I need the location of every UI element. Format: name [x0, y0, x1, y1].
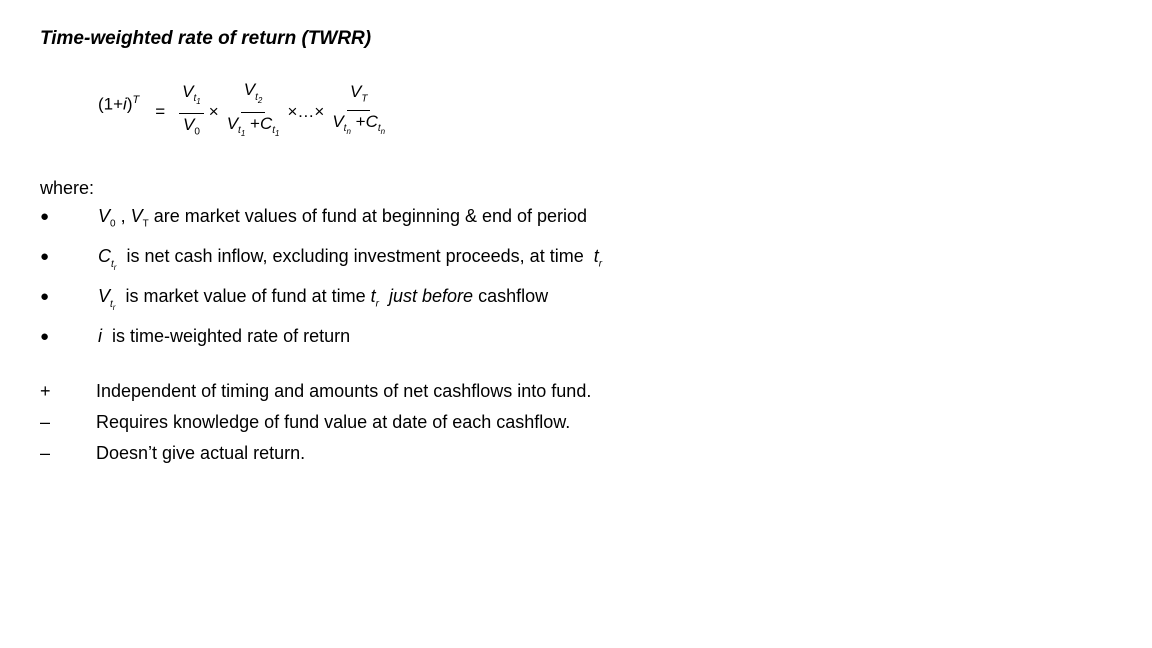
bullet-icon: ● — [40, 208, 50, 225]
times-sign: × — [208, 102, 219, 121]
minus-sign: – — [40, 412, 51, 432]
fraction-3: $\frac{V_T}{V_{t_n} +C_{t_n}}$ — [332, 81, 386, 137]
definition-list — [40, 206, 602, 366]
list-item — [40, 412, 591, 443]
pro-text: Independent of timing and amounts of net cashflows into fund. — [96, 381, 592, 401]
fraction-2: $\frac{V_{t_2}}{V_{t_1} +C_{t_1}}$ — [226, 80, 280, 138]
list-item — [40, 381, 591, 412]
bullet-icon: ● — [40, 248, 50, 265]
list-item — [40, 443, 591, 474]
formula-lhs: $(1+i)^T$ — [98, 93, 140, 114]
bullet-text: i is time-weighted rate of return — [98, 326, 351, 346]
plus-sign: + — [40, 381, 51, 401]
list-item — [40, 326, 602, 366]
list-item — [40, 206, 602, 246]
list-item — [40, 286, 602, 326]
list-item — [40, 246, 602, 286]
equals-sign: = — [155, 102, 166, 121]
minus-sign: – — [40, 443, 51, 463]
con-text: Doesn’t give actual return. — [96, 443, 306, 463]
where-label: where: — [40, 178, 95, 198]
bullet-icon: ● — [40, 328, 50, 345]
con-text: Requires knowledge of fund value at date of each cashflow. — [96, 412, 571, 432]
times-ellipsis: ×…× — [287, 102, 325, 121]
page-title: Time-weighted rate of return (TWRR) — [40, 28, 372, 49]
fraction-1: $\frac{V_{t_1}}{V_0}$ — [179, 81, 204, 144]
twrr-formula — [98, 80, 390, 144]
bullet-icon: ● — [40, 288, 50, 305]
bullet-text: $C_{t_r}$ is net cash inflow, excluding investment proceeds, at time $t_r$ — [98, 246, 603, 272]
bullet-text: $V_0$ , $V_T$ are market values of fund at beginning & end of period — [98, 206, 588, 230]
pros-cons-list — [40, 381, 591, 474]
bullet-text: $V_{t_r}$ is market value of fund at time $t_r$ just before cashflow — [98, 286, 549, 312]
